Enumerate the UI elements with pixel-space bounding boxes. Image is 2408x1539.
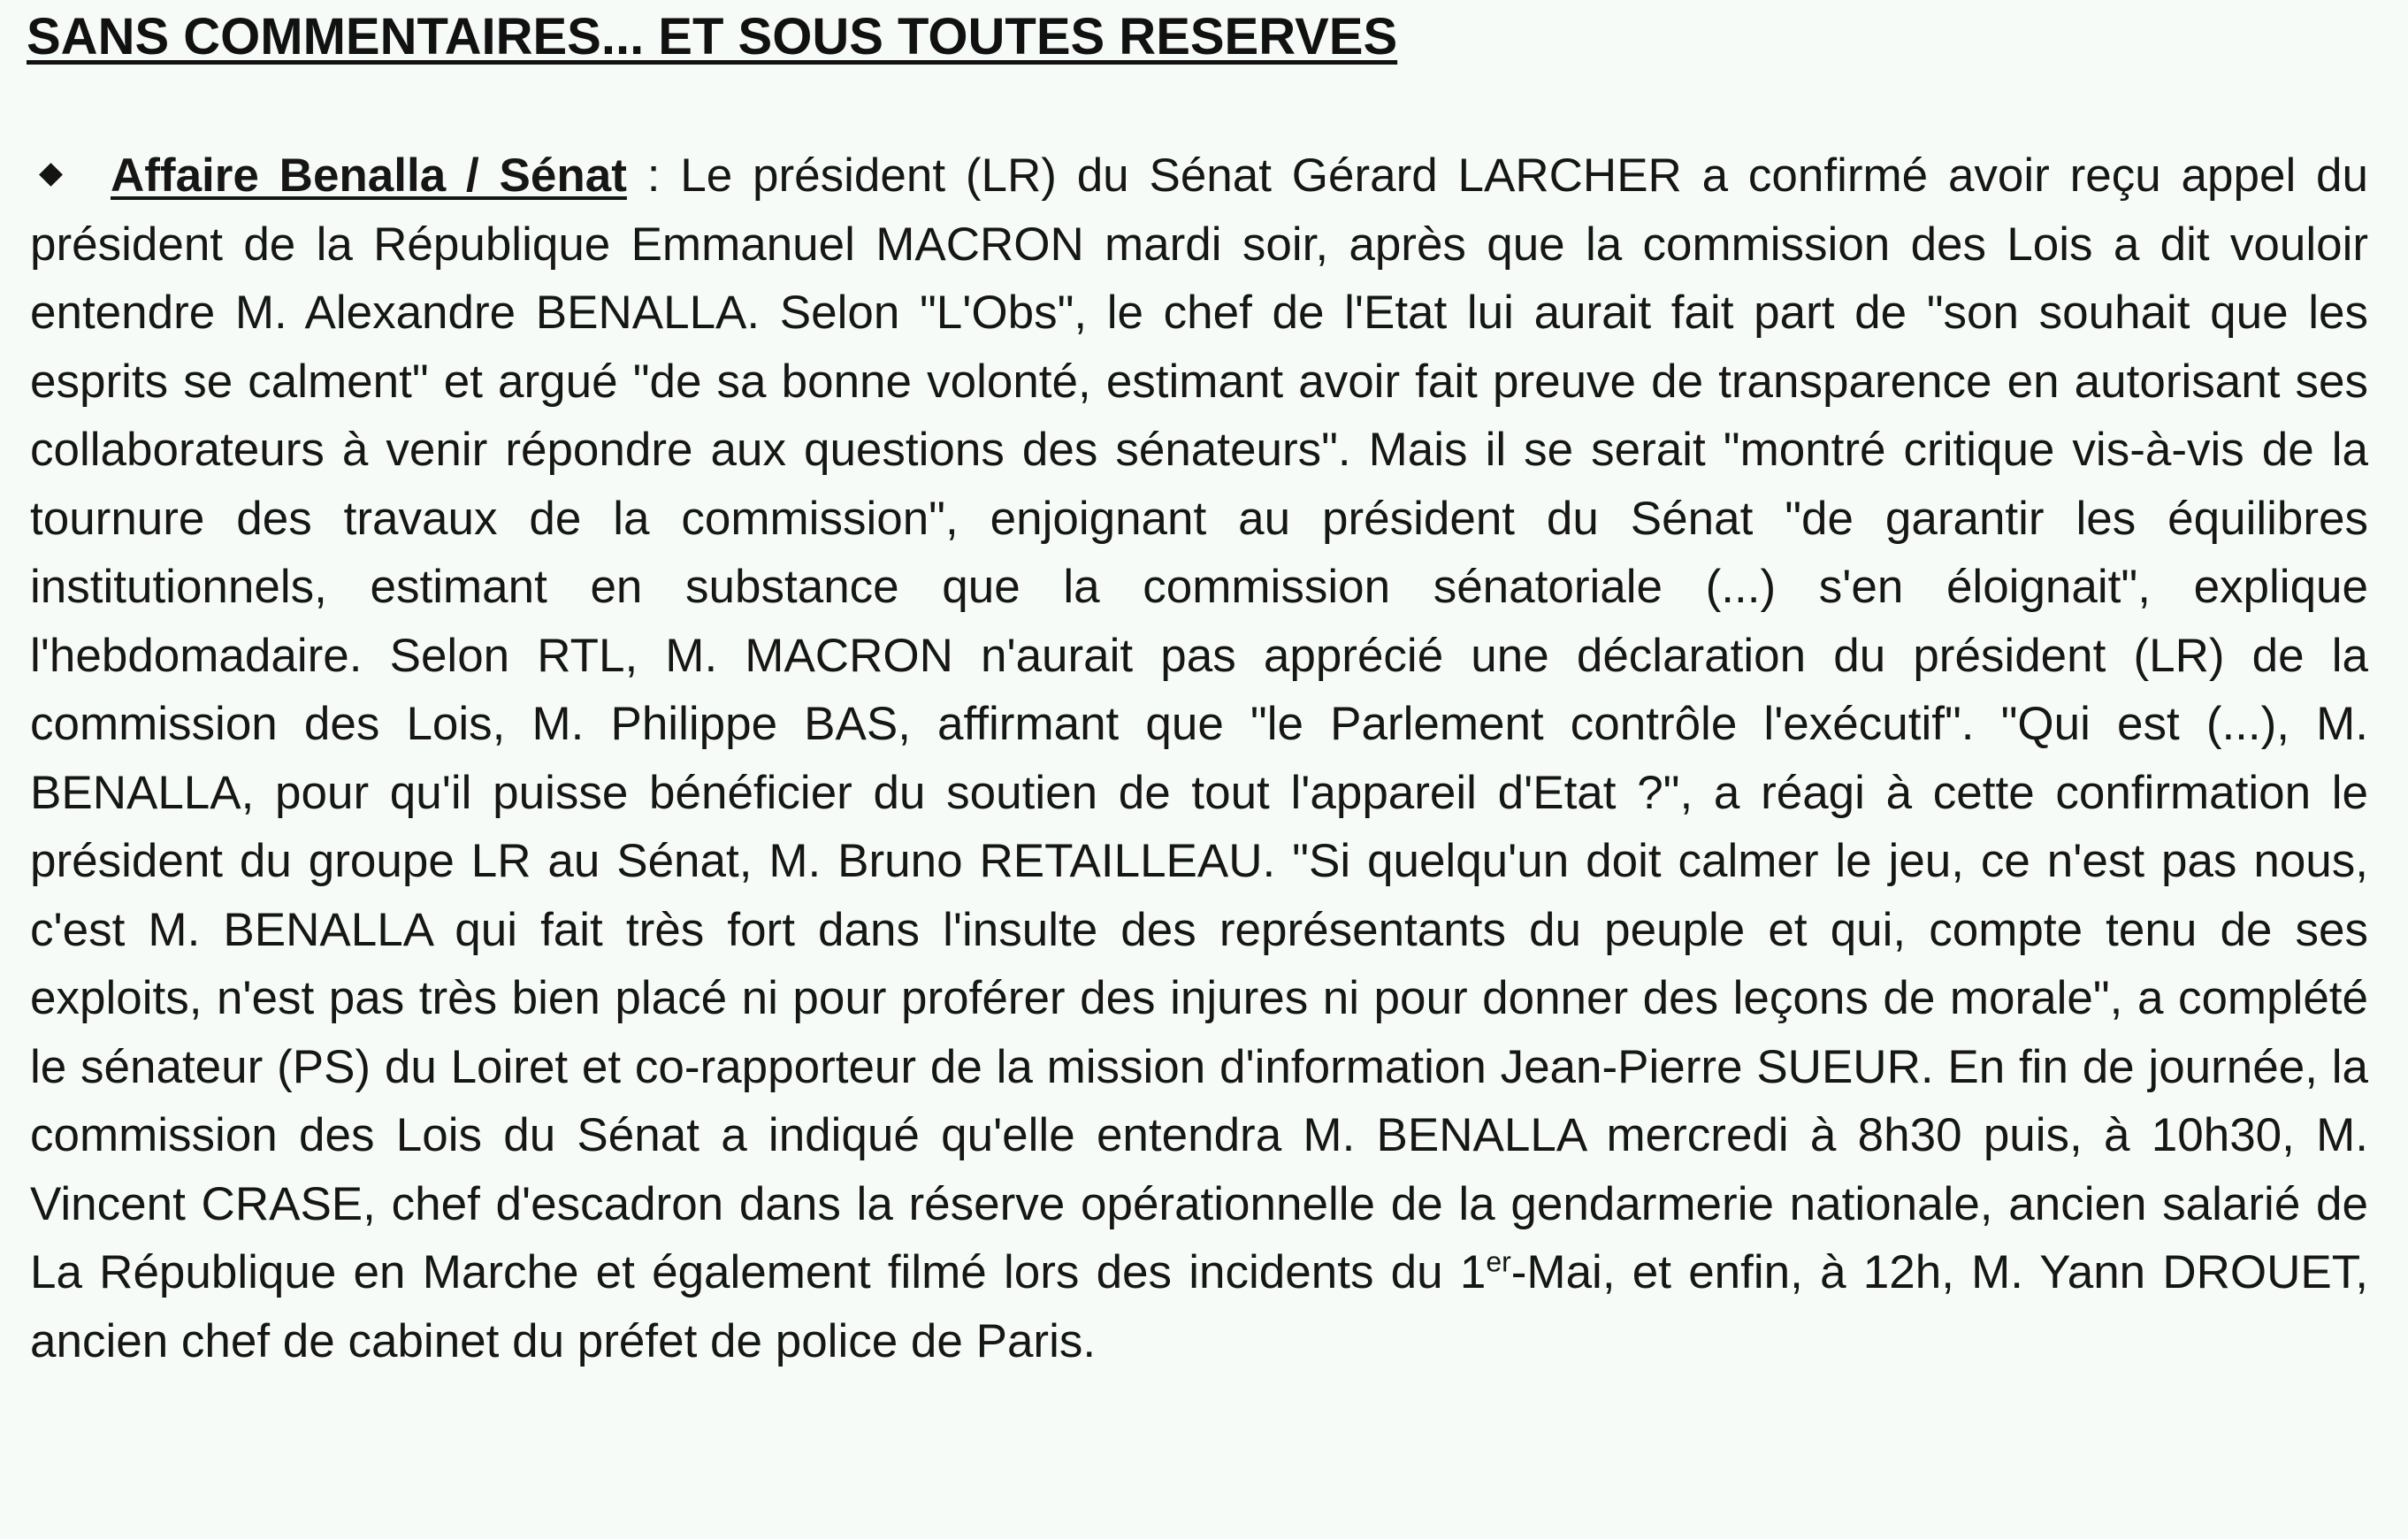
section-title: SANS COMMENTAIRES... ET SOUS TOUTES RESERVES xyxy=(27,8,1398,65)
topic-separator: : xyxy=(626,149,681,202)
article-paragraph xyxy=(30,142,2368,1375)
diamond-bullet-icon xyxy=(39,163,63,187)
article-topic: Affaire Benalla / Sénat xyxy=(111,149,627,202)
article-body-part1: Le président (LR) du Sénat Gérard LARCHER a confirmé avoir reçu appel du président de la République Emmanuel MACRON mardi soir, après que la commission des Lois a dit vouloir entendre M. Alexandre BENALLA. Selon "L'Obs", le chef de l'Etat lui aurait fait part de "son souhait que les esprits se calment" et argué "de sa bonne volonté, estimant avoir fait preuve de transparence en autorisant ses collaborateurs à venir répondre aux questions des sénateurs". Mais il se serait "montré critique vis-à-vis de la tournure des travaux de la commission", enjoignant au président du Sénat "de garantir les équilibres institutionnels, estimant en substance que la commission sénatoriale (...) s'en éloignait", explique l'hebdomadaire. Selon RTL, M. MACRON n'aurait pas apprécié une déclaration du président (LR) de la commission des Lois, M. Philippe BAS, affirmant que "le Parlement contrôle l'exécutif". "Qui est (...), M. BENALLA, pour qu'il puisse bénéficier du soutien de tout l'appareil d'Etat ?", a réagi à cette confirmation le président du groupe LR au Sénat, M. Bruno RETAILLEAU. "Si quelqu'un doit calmer le jeu, ce n'est pas nous, c'est M. BENALLA qui fait très fort dans l'insulte des représentants du peuple et qui, compte tenu de ses exploits, n'est pas très bien placé ni pour proférer des injures ni pour donner des leçons de morale", a complété le sénateur (PS) du Loiret et co-rapporteur de la mission d'information Jean-Pierre SUEUR. En fin de journée, la commission des Lois du Sénat a indiqué qu'elle entendra M. BENALLA mercredi à 8h30 puis, à 10h30, M. Vincent CRASE, chef d'escadron dans la réserve opérationnelle de la gendarmerie nationale, ancien salarié de La République en Marche et également filmé lors des incidents du 1 xyxy=(30,149,2368,1298)
article-body-part2: -Mai, et enfin, à 12h, M. Yann DROUET, ancien chef de cabinet du préfet de police de Paris. xyxy=(30,1246,2368,1367)
superscript-er: er xyxy=(1486,1245,1511,1278)
